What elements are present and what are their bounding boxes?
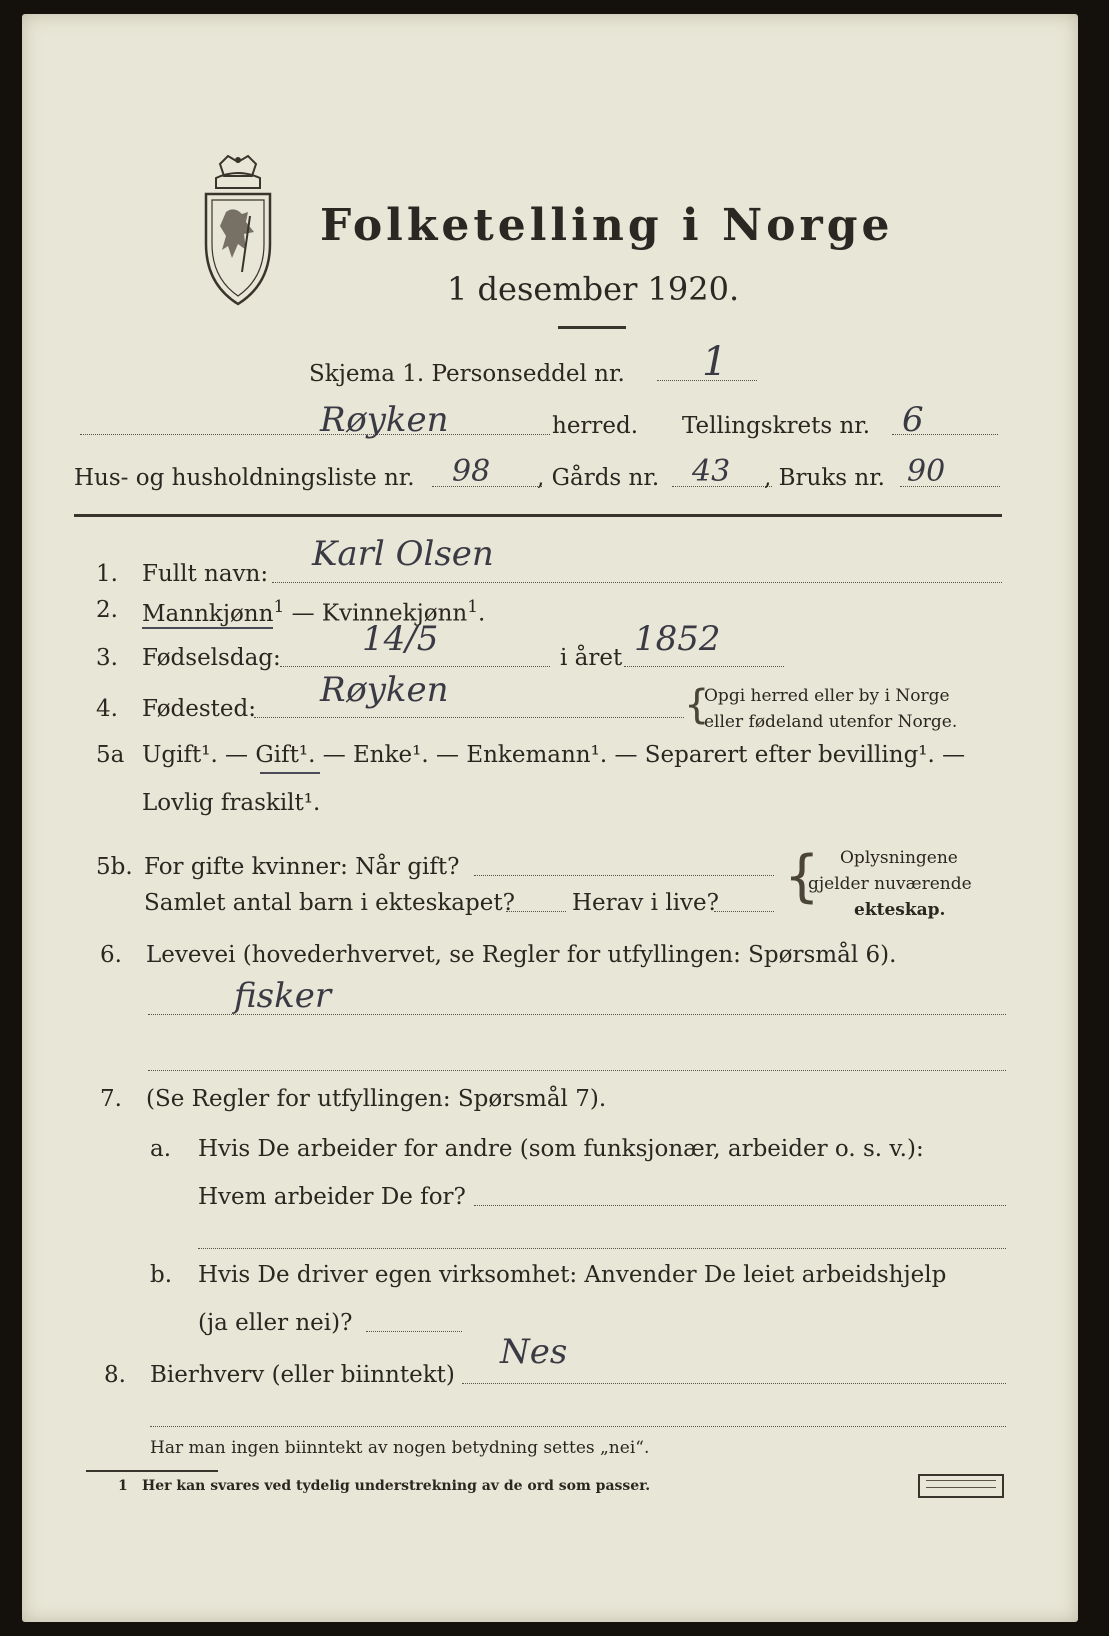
q8-label: Bierhverv (eller biinntekt) <box>150 1362 455 1388</box>
q7b-letter: b. <box>150 1262 173 1288</box>
q5b-note-brace: { <box>784 844 820 909</box>
title-divider <box>558 326 626 329</box>
footnote-rule <box>86 1470 218 1472</box>
gift-underline-mark <box>260 772 320 774</box>
full-name-field-line <box>272 582 1002 583</box>
q7a-letter: a. <box>150 1136 172 1162</box>
birthplace-value[interactable]: Røyken <box>320 670 449 710</box>
occupation-field-line-1 <box>148 1014 1006 1015</box>
husholdningsliste-label: Hus- og husholdningsliste nr. <box>74 465 415 491</box>
q5b-line1-label: For gifte kvinner: Når gift? <box>144 854 460 880</box>
q1-number: 1. <box>96 561 118 587</box>
q7b-line2: (ja eller nei)? <box>198 1310 353 1336</box>
hired-help-field-line <box>366 1331 462 1332</box>
personseddel-value[interactable]: 1 <box>702 339 728 385</box>
footnote-number: 1 <box>118 1478 128 1494</box>
employer-field-line-2 <box>198 1248 1006 1249</box>
tellingskrets-label: Tellingskrets nr. <box>682 413 871 439</box>
q2-options: Mannkjønn$^1$ — Kvinnekjønn$^1$. <box>142 597 486 627</box>
q5b-alive-label: Herav i live? <box>572 890 719 916</box>
census-date: 1 desember 1920. <box>447 270 740 308</box>
q2-number: 2. <box>96 597 118 623</box>
q5b-children-label: Samlet antal barn i ekteskapet? <box>144 890 515 916</box>
husholdningsliste-value[interactable]: 98 <box>452 454 491 489</box>
q7-number: 7. <box>100 1086 122 1112</box>
q7a-line1: Hvis De arbeider for andre (som funksjonær, arbeider o. s. v.): <box>198 1136 924 1162</box>
full-name-value[interactable]: Karl Olsen <box>312 534 494 574</box>
skjema-label: Skjema 1. Personseddel nr. <box>309 361 625 387</box>
footnote-text: Her kan svares ved tydelig understrekning av de ord som passer. <box>142 1478 651 1494</box>
when-married-field-line <box>474 875 774 876</box>
q7-label: (Se Regler for utfyllingen: Spørsmål 7). <box>146 1086 607 1112</box>
male-option[interactable]: Mannkjønn <box>142 600 274 627</box>
herred-field-line <box>80 434 550 435</box>
children-total-field-line <box>506 911 566 912</box>
q4-note-line1: Opgi herred eller by i Norge <box>704 686 950 706</box>
birthdate-field-line <box>280 666 550 667</box>
female-option[interactable]: Kvinnekjønn <box>321 600 468 627</box>
occupation-value[interactable]: fisker <box>234 976 332 1016</box>
q4-note-brace: { <box>684 682 710 728</box>
coat-of-arms-icon <box>198 154 278 309</box>
q5b-number: 5b. <box>96 854 133 880</box>
employer-field-line-1 <box>474 1205 1006 1206</box>
q1-label: Fullt navn: <box>142 561 269 587</box>
q8-number: 8. <box>104 1362 126 1388</box>
no-income-note: Har man ingen biinntekt av nogen betydning settes „nei“. <box>150 1438 650 1458</box>
census-form <box>22 14 1078 1622</box>
q3-label: Fødselsdag: <box>142 645 281 671</box>
q7a-line2: Hvem arbeider De for? <box>198 1184 466 1210</box>
q4-number: 4. <box>96 696 118 722</box>
side-income-field-line-1 <box>462 1383 1006 1384</box>
herred-label: herred. <box>552 413 639 439</box>
birthdate-value[interactable]: 14/5 <box>362 619 439 659</box>
q5b-note-line3: ekteskap. <box>854 900 946 920</box>
side-income-value[interactable]: Nes <box>500 1332 568 1372</box>
occupation-field-line-2 <box>148 1070 1006 1071</box>
form-title: Folketelling i Norge <box>320 200 894 251</box>
tellingskrets-value[interactable]: 6 <box>902 400 924 440</box>
q5a-number: 5a <box>96 742 125 768</box>
herred-value[interactable]: Røyken <box>320 400 449 440</box>
q4-label: Fødested: <box>142 696 257 722</box>
q7b-line1: Hvis De driver egen virksomhet: Anvender De leiet arbeidshjelp <box>198 1262 947 1288</box>
side-income-field-line-2 <box>150 1426 1006 1427</box>
marital-status-options[interactable]: Ugift¹. — Gift¹. — Enke¹. — Enkemann¹. — Separert efter bevilling¹. — <box>142 742 966 768</box>
printer-stamp-icon <box>918 1474 1004 1498</box>
gards-label: , Gårds nr. <box>537 465 660 491</box>
q6-number: 6. <box>100 942 122 968</box>
q6-label: Levevei (hovederhvervet, se Regler for utfyllingen: Spørsmål 6). <box>146 942 897 968</box>
bruks-label: , Bruks nr. <box>764 465 885 491</box>
q5b-note-line1: Oplysningene <box>840 848 958 868</box>
children-alive-field-line <box>714 911 774 912</box>
bruks-value[interactable]: 90 <box>907 454 946 489</box>
header-separator <box>74 514 1002 517</box>
q5b-note-line2: gjelder nuværende <box>808 874 972 894</box>
q4-note-line2: eller fødeland utenfor Norge. <box>704 712 958 732</box>
birth-year-value[interactable]: 1852 <box>634 619 721 659</box>
q3-number: 3. <box>96 645 118 671</box>
birth-year-field-line <box>624 666 784 667</box>
marital-status-options-line2[interactable]: Lovlig fraskilt¹. <box>142 790 321 816</box>
birthplace-field-line <box>254 717 684 718</box>
birth-year-label: i året <box>560 645 623 671</box>
gards-value[interactable]: 43 <box>692 454 731 489</box>
